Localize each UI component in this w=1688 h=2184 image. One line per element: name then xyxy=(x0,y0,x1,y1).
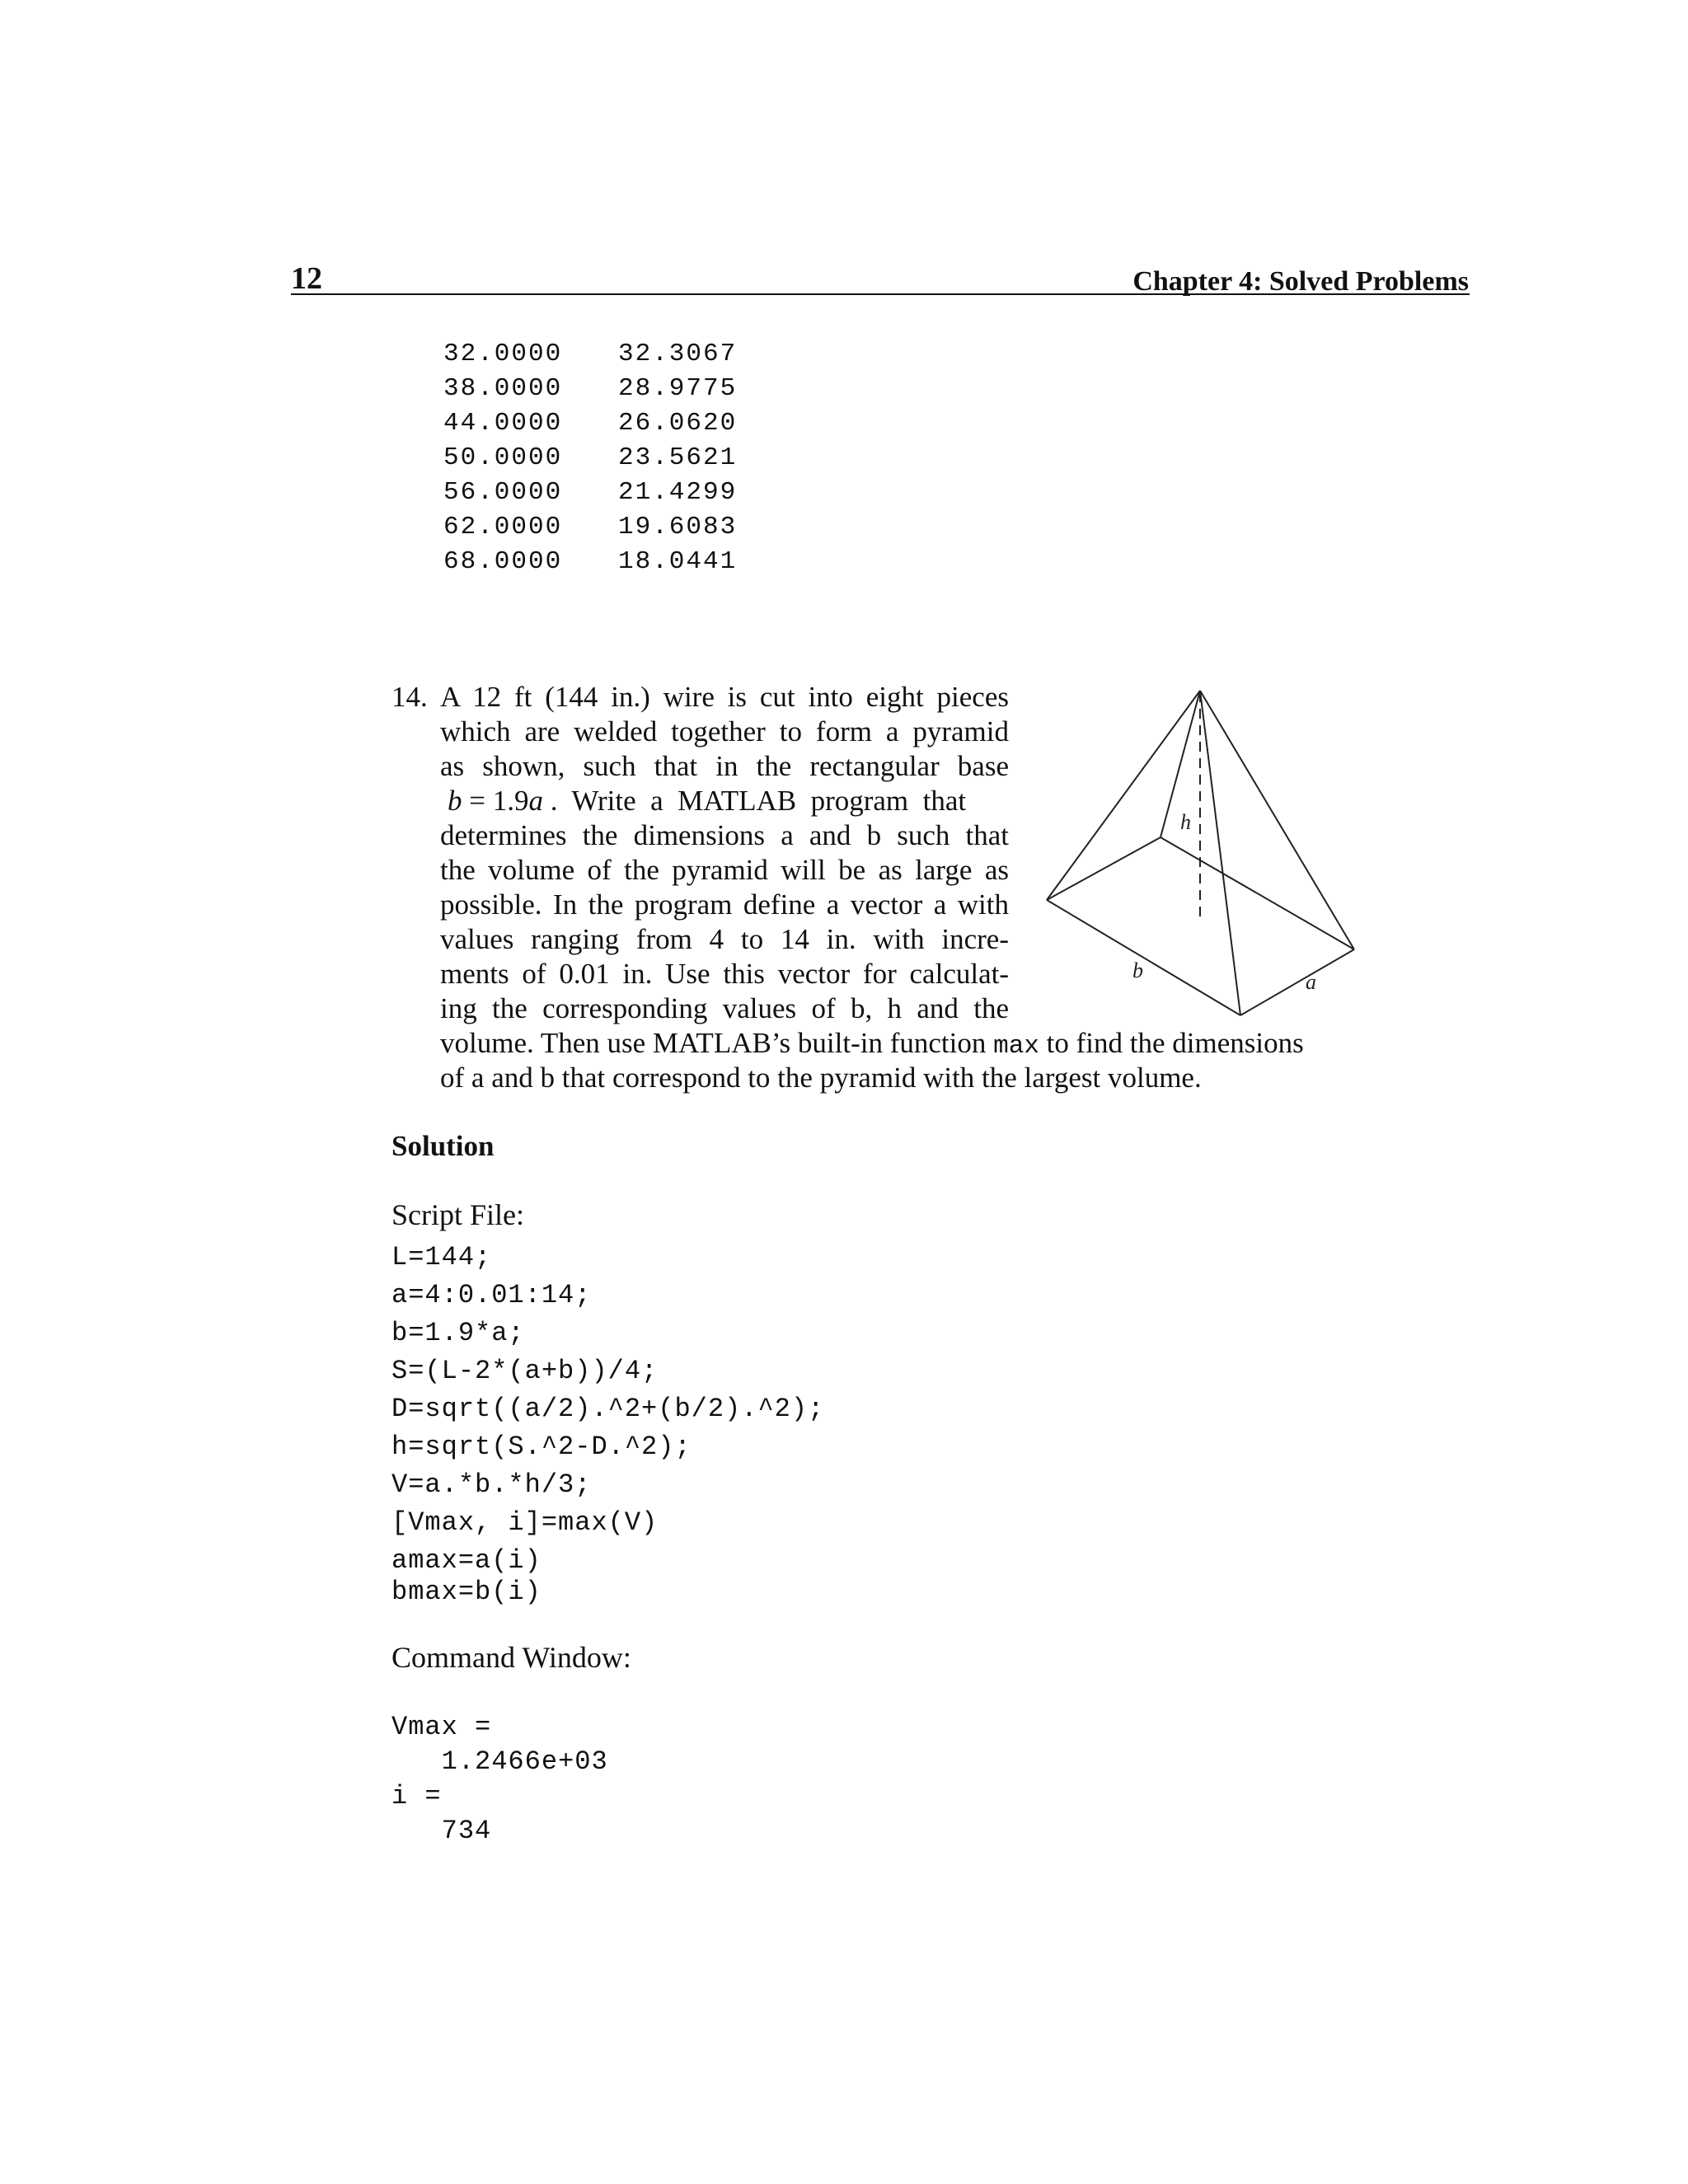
code-line: [Vmax, i]=max(V) xyxy=(392,1507,659,1538)
problem-line xyxy=(448,784,966,818)
label-h: h xyxy=(1180,810,1191,834)
code-line: D=sqrt((a/2).^2+(b/2).^2); xyxy=(392,1394,825,1424)
solution-heading: Solution xyxy=(392,1130,495,1162)
problem-line: ments of 0.01 in. Use this vector for calculat- xyxy=(440,958,1009,990)
coefficient: 1.9 xyxy=(492,785,529,817)
code-line: amax=a(i) xyxy=(392,1545,542,1576)
problem-number: 14. xyxy=(392,681,428,713)
table-cell: 32.3067 xyxy=(618,340,738,368)
script-file-label: Script File: xyxy=(392,1198,524,1231)
table-cell: 38.0000 xyxy=(443,374,563,403)
pyramid-edge xyxy=(1200,691,1240,1015)
table-cell: 68.0000 xyxy=(443,547,563,576)
problem-line-rest: . Write a MATLAB program that xyxy=(543,785,967,817)
command-window-label: Command Window: xyxy=(392,1641,631,1674)
problem-line: determines the dimensions a and b such that xyxy=(440,819,1009,851)
table-cell: 50.0000 xyxy=(443,443,563,472)
variable-b: b xyxy=(448,785,462,817)
code-line: b=1.9*a; xyxy=(392,1318,525,1348)
code-line: bmax=b(i) xyxy=(392,1577,542,1607)
table-cell: 18.0441 xyxy=(618,547,738,576)
output-line: 734 xyxy=(392,1816,492,1846)
chapter-title: Chapter 4: Solved Problems xyxy=(1132,266,1469,297)
problem-line: possible. In the program define a vector a with xyxy=(440,888,1009,921)
header-rule xyxy=(291,293,1470,295)
table-cell: 21.4299 xyxy=(618,478,738,507)
table-cell: 28.9775 xyxy=(618,374,738,403)
table-cell: 44.0000 xyxy=(443,409,563,438)
label-a: a xyxy=(1306,970,1316,994)
page-number: 12 xyxy=(291,261,322,296)
problem-line: of a and b that correspond to the pyramid with the largest volume. xyxy=(440,1062,1202,1094)
problem-line: which are welded together to form a pyramid xyxy=(440,715,1009,748)
problem-line-pre: volume. Then use MATLAB’s built-in function xyxy=(440,1027,994,1059)
problem-line xyxy=(440,1026,1304,1064)
problem-line: ing the corresponding values of b, h and the xyxy=(440,992,1009,1024)
code-line: V=a.*b.*h/3; xyxy=(392,1469,592,1500)
base-edge-b xyxy=(1047,900,1240,1015)
problem-line: A 12 ft (144 in.) wire is cut into eight pieces xyxy=(440,681,1009,713)
table-cell: 19.6083 xyxy=(618,513,738,541)
table-cell: 26.0620 xyxy=(618,409,738,438)
base-edge xyxy=(1047,837,1160,900)
table-cell: 56.0000 xyxy=(443,478,563,507)
problem-line-post: to find the dimensions xyxy=(1039,1027,1304,1059)
problem-line: values ranging from 4 to 14 in. with incre- xyxy=(440,923,1009,955)
pyramid-diagram xyxy=(1037,682,1367,1029)
code-line: S=(L-2*(a+b))/4; xyxy=(392,1356,659,1386)
table-cell: 23.5621 xyxy=(618,443,738,472)
inline-code-max: max xyxy=(993,1032,1039,1061)
output-line: Vmax = xyxy=(392,1712,492,1742)
table-cell: 62.0000 xyxy=(443,513,563,541)
code-line: a=4:0.01:14; xyxy=(392,1280,592,1310)
problem-line: the volume of the pyramid will be as large as xyxy=(440,854,1009,886)
equals-sign: = xyxy=(462,785,493,817)
label-b: b xyxy=(1132,958,1143,982)
problem-line: as shown, such that in the rectangular base xyxy=(440,750,1009,782)
variable-a: a xyxy=(528,785,543,817)
base-edge xyxy=(1160,837,1354,949)
pyramid-edge xyxy=(1200,691,1354,949)
code-line: L=144; xyxy=(392,1242,492,1272)
output-line: 1.2466e+03 xyxy=(392,1746,608,1777)
pyramid-edge xyxy=(1047,691,1200,900)
table-cell: 32.0000 xyxy=(443,340,563,368)
base-edge-a xyxy=(1240,949,1354,1015)
output-line: i = xyxy=(392,1781,442,1811)
code-line: h=sqrt(S.^2-D.^2); xyxy=(392,1432,692,1462)
